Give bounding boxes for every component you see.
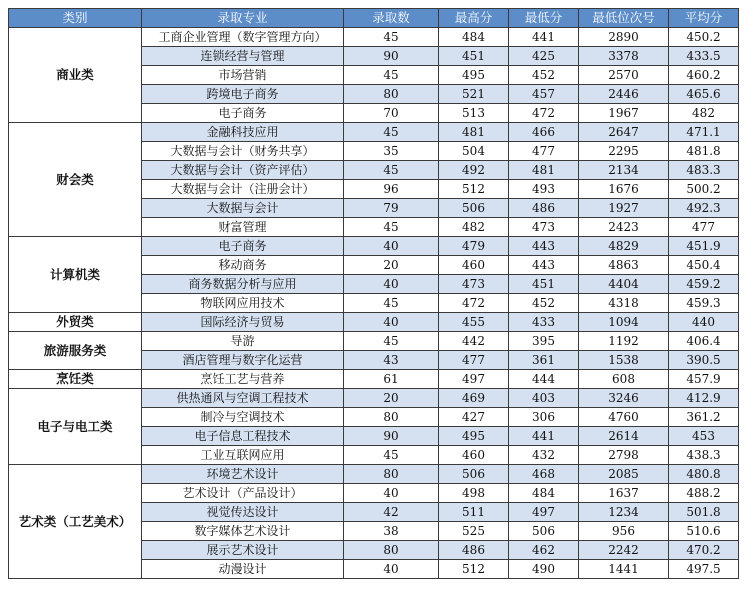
min-score-cell: 443 <box>509 256 579 275</box>
admitted-count-cell: 40 <box>344 484 439 503</box>
admitted-count-cell: 90 <box>344 47 439 66</box>
major-cell: 工业互联网应用 <box>142 446 344 465</box>
avg-score-cell: 438.3 <box>669 446 739 465</box>
min-rank-cell: 2446 <box>579 85 669 104</box>
min-rank-cell: 1637 <box>579 484 669 503</box>
header-max-score: 最高分 <box>439 9 509 28</box>
major-cell: 物联网应用技术 <box>142 294 344 313</box>
admitted-count-cell: 40 <box>344 275 439 294</box>
min-rank-cell: 4760 <box>579 408 669 427</box>
max-score-cell: 484 <box>439 28 509 47</box>
min-rank-cell: 2647 <box>579 123 669 142</box>
min-rank-cell: 1538 <box>579 351 669 370</box>
major-cell: 大数据与会计（注册会计） <box>142 180 344 199</box>
max-score-cell: 460 <box>439 446 509 465</box>
category-cell: 烹饪类 <box>9 370 142 389</box>
max-score-cell: 512 <box>439 560 509 579</box>
avg-score-cell: 390.5 <box>669 351 739 370</box>
min-score-cell: 395 <box>509 332 579 351</box>
admitted-count-cell: 45 <box>344 332 439 351</box>
min-rank-cell: 2085 <box>579 465 669 484</box>
max-score-cell: 498 <box>439 484 509 503</box>
max-score-cell: 525 <box>439 522 509 541</box>
admitted-count-cell: 80 <box>344 465 439 484</box>
min-rank-cell: 4829 <box>579 237 669 256</box>
table-row <box>9 332 739 351</box>
min-rank-cell: 3246 <box>579 389 669 408</box>
max-score-cell: 511 <box>439 503 509 522</box>
admitted-count-cell: 61 <box>344 370 439 389</box>
category-cell: 外贸类 <box>9 313 142 332</box>
avg-score-cell: 459.2 <box>669 275 739 294</box>
major-cell: 大数据与会计 <box>142 199 344 218</box>
max-score-cell: 497 <box>439 370 509 389</box>
admitted-count-cell: 35 <box>344 142 439 161</box>
header-min-score: 最低分 <box>509 9 579 28</box>
min-rank-cell: 4318 <box>579 294 669 313</box>
max-score-cell: 481 <box>439 123 509 142</box>
avg-score-cell: 501.8 <box>669 503 739 522</box>
max-score-cell: 521 <box>439 85 509 104</box>
max-score-cell: 495 <box>439 427 509 446</box>
min-rank-cell: 1441 <box>579 560 669 579</box>
avg-score-cell: 453 <box>669 427 739 446</box>
min-score-cell: 481 <box>509 161 579 180</box>
max-score-cell: 472 <box>439 294 509 313</box>
major-cell: 大数据与会计（资产评估） <box>142 161 344 180</box>
min-score-cell: 444 <box>509 370 579 389</box>
category-cell: 财会类 <box>9 123 142 237</box>
header-major: 录取专业 <box>142 9 344 28</box>
min-score-cell: 462 <box>509 541 579 560</box>
min-score-cell: 433 <box>509 313 579 332</box>
admitted-count-cell: 40 <box>344 237 439 256</box>
min-score-cell: 306 <box>509 408 579 427</box>
min-score-cell: 484 <box>509 484 579 503</box>
min-rank-cell: 956 <box>579 522 669 541</box>
max-score-cell: 495 <box>439 66 509 85</box>
min-score-cell: 425 <box>509 47 579 66</box>
avg-score-cell: 459.3 <box>669 294 739 313</box>
category-cell: 艺术类（工艺美术） <box>9 465 142 579</box>
max-score-cell: 473 <box>439 275 509 294</box>
min-score-cell: 497 <box>509 503 579 522</box>
min-score-cell: 443 <box>509 237 579 256</box>
admitted-count-cell: 43 <box>344 351 439 370</box>
major-cell: 金融科技应用 <box>142 123 344 142</box>
min-score-cell: 451 <box>509 275 579 294</box>
avg-score-cell: 488.2 <box>669 484 739 503</box>
category-cell: 商业类 <box>9 28 142 123</box>
min-rank-cell: 1676 <box>579 180 669 199</box>
min-rank-cell: 2614 <box>579 427 669 446</box>
table-row <box>9 370 739 389</box>
max-score-cell: 427 <box>439 408 509 427</box>
avg-score-cell: 480.8 <box>669 465 739 484</box>
major-cell: 电子商务 <box>142 237 344 256</box>
avg-score-cell: 465.6 <box>669 85 739 104</box>
major-cell: 商务数据分析与应用 <box>142 275 344 294</box>
min-score-cell: 452 <box>509 66 579 85</box>
max-score-cell: 512 <box>439 180 509 199</box>
min-score-cell: 466 <box>509 123 579 142</box>
avg-score-cell: 471.1 <box>669 123 739 142</box>
max-score-cell: 486 <box>439 541 509 560</box>
major-cell: 导游 <box>142 332 344 351</box>
table-row <box>9 28 739 47</box>
major-cell: 环境艺术设计 <box>142 465 344 484</box>
major-cell: 制冷与空调技术 <box>142 408 344 427</box>
admitted-count-cell: 90 <box>344 427 439 446</box>
avg-score-cell: 451.9 <box>669 237 739 256</box>
min-rank-cell: 3378 <box>579 47 669 66</box>
avg-score-cell: 460.2 <box>669 66 739 85</box>
avg-score-cell: 500.2 <box>669 180 739 199</box>
avg-score-cell: 361.2 <box>669 408 739 427</box>
min-score-cell: 486 <box>509 199 579 218</box>
min-score-cell: 432 <box>509 446 579 465</box>
admitted-count-cell: 80 <box>344 408 439 427</box>
table-row <box>9 237 739 256</box>
major-cell: 移动商务 <box>142 256 344 275</box>
category-cell: 旅游服务类 <box>9 332 142 370</box>
category-cell: 电子与电工类 <box>9 389 142 465</box>
avg-score-cell: 482 <box>669 104 739 123</box>
max-score-cell: 442 <box>439 332 509 351</box>
major-cell: 酒店管理与数字化运营 <box>142 351 344 370</box>
min-rank-cell: 1234 <box>579 503 669 522</box>
admission-score-table <box>8 8 739 579</box>
min-score-cell: 490 <box>509 560 579 579</box>
major-cell: 工商企业管理（数字管理方向） <box>142 28 344 47</box>
min-score-cell: 457 <box>509 85 579 104</box>
table-row <box>9 465 739 484</box>
avg-score-cell: 492.3 <box>669 199 739 218</box>
max-score-cell: 477 <box>439 351 509 370</box>
header-avg-score: 平均分 <box>669 9 739 28</box>
major-cell: 电子商务 <box>142 104 344 123</box>
table-row <box>9 313 739 332</box>
min-rank-cell: 608 <box>579 370 669 389</box>
admitted-count-cell: 80 <box>344 85 439 104</box>
major-cell: 供热通风与空调工程技术 <box>142 389 344 408</box>
avg-score-cell: 481.8 <box>669 142 739 161</box>
avg-score-cell: 440 <box>669 313 739 332</box>
avg-score-cell: 510.6 <box>669 522 739 541</box>
table-row <box>9 389 739 408</box>
header-admitted-count: 录取数 <box>344 9 439 28</box>
major-cell: 国际经济与贸易 <box>142 313 344 332</box>
min-rank-cell: 2798 <box>579 446 669 465</box>
major-cell: 展示艺术设计 <box>142 541 344 560</box>
category-cell: 计算机类 <box>9 237 142 313</box>
min-score-cell: 472 <box>509 104 579 123</box>
min-rank-cell: 2134 <box>579 161 669 180</box>
min-score-cell: 493 <box>509 180 579 199</box>
major-cell: 数字媒体艺术设计 <box>142 522 344 541</box>
min-score-cell: 452 <box>509 294 579 313</box>
max-score-cell: 479 <box>439 237 509 256</box>
max-score-cell: 482 <box>439 218 509 237</box>
table-row <box>9 123 739 142</box>
max-score-cell: 506 <box>439 199 509 218</box>
admitted-count-cell: 42 <box>344 503 439 522</box>
max-score-cell: 506 <box>439 465 509 484</box>
min-rank-cell: 4404 <box>579 275 669 294</box>
major-cell: 财富管理 <box>142 218 344 237</box>
admitted-count-cell: 45 <box>344 218 439 237</box>
min-rank-cell: 2295 <box>579 142 669 161</box>
max-score-cell: 504 <box>439 142 509 161</box>
min-rank-cell: 1192 <box>579 332 669 351</box>
admitted-count-cell: 45 <box>344 294 439 313</box>
admitted-count-cell: 45 <box>344 446 439 465</box>
admitted-count-cell: 20 <box>344 256 439 275</box>
max-score-cell: 451 <box>439 47 509 66</box>
min-rank-cell: 4863 <box>579 256 669 275</box>
admitted-count-cell: 96 <box>344 180 439 199</box>
avg-score-cell: 457.9 <box>669 370 739 389</box>
avg-score-cell: 412.9 <box>669 389 739 408</box>
avg-score-cell: 497.5 <box>669 560 739 579</box>
min-rank-cell: 1927 <box>579 199 669 218</box>
min-score-cell: 441 <box>509 427 579 446</box>
avg-score-cell: 450.2 <box>669 28 739 47</box>
admitted-count-cell: 20 <box>344 389 439 408</box>
admitted-count-cell: 40 <box>344 560 439 579</box>
min-score-cell: 506 <box>509 522 579 541</box>
table-body <box>9 28 739 579</box>
avg-score-cell: 470.2 <box>669 541 739 560</box>
max-score-cell: 513 <box>439 104 509 123</box>
major-cell: 视觉传达设计 <box>142 503 344 522</box>
min-score-cell: 468 <box>509 465 579 484</box>
min-score-cell: 441 <box>509 28 579 47</box>
max-score-cell: 460 <box>439 256 509 275</box>
major-cell: 动漫设计 <box>142 560 344 579</box>
min-score-cell: 477 <box>509 142 579 161</box>
admitted-count-cell: 80 <box>344 541 439 560</box>
major-cell: 大数据与会计（财务共享） <box>142 142 344 161</box>
min-rank-cell: 2890 <box>579 28 669 47</box>
admitted-count-cell: 45 <box>344 66 439 85</box>
major-cell: 烹饪工艺与营养 <box>142 370 344 389</box>
avg-score-cell: 477 <box>669 218 739 237</box>
header-row <box>9 9 739 28</box>
min-rank-cell: 2423 <box>579 218 669 237</box>
major-cell: 跨境电子商务 <box>142 85 344 104</box>
avg-score-cell: 450.4 <box>669 256 739 275</box>
admitted-count-cell: 45 <box>344 28 439 47</box>
admitted-count-cell: 45 <box>344 123 439 142</box>
min-rank-cell: 2570 <box>579 66 669 85</box>
max-score-cell: 492 <box>439 161 509 180</box>
admitted-count-cell: 70 <box>344 104 439 123</box>
major-cell: 电子信息工程技术 <box>142 427 344 446</box>
min-rank-cell: 1967 <box>579 104 669 123</box>
admitted-count-cell: 45 <box>344 161 439 180</box>
min-score-cell: 403 <box>509 389 579 408</box>
min-rank-cell: 1094 <box>579 313 669 332</box>
max-score-cell: 469 <box>439 389 509 408</box>
major-cell: 市场营销 <box>142 66 344 85</box>
admitted-count-cell: 38 <box>344 522 439 541</box>
min-score-cell: 361 <box>509 351 579 370</box>
header-min-rank: 最低位次号 <box>579 9 669 28</box>
admitted-count-cell: 40 <box>344 313 439 332</box>
avg-score-cell: 483.3 <box>669 161 739 180</box>
major-cell: 连锁经营与管理 <box>142 47 344 66</box>
max-score-cell: 455 <box>439 313 509 332</box>
avg-score-cell: 406.4 <box>669 332 739 351</box>
header-category: 类别 <box>9 9 142 28</box>
admitted-count-cell: 79 <box>344 199 439 218</box>
min-score-cell: 473 <box>509 218 579 237</box>
min-rank-cell: 2242 <box>579 541 669 560</box>
avg-score-cell: 433.5 <box>669 47 739 66</box>
major-cell: 艺术设计（产品设计） <box>142 484 344 503</box>
